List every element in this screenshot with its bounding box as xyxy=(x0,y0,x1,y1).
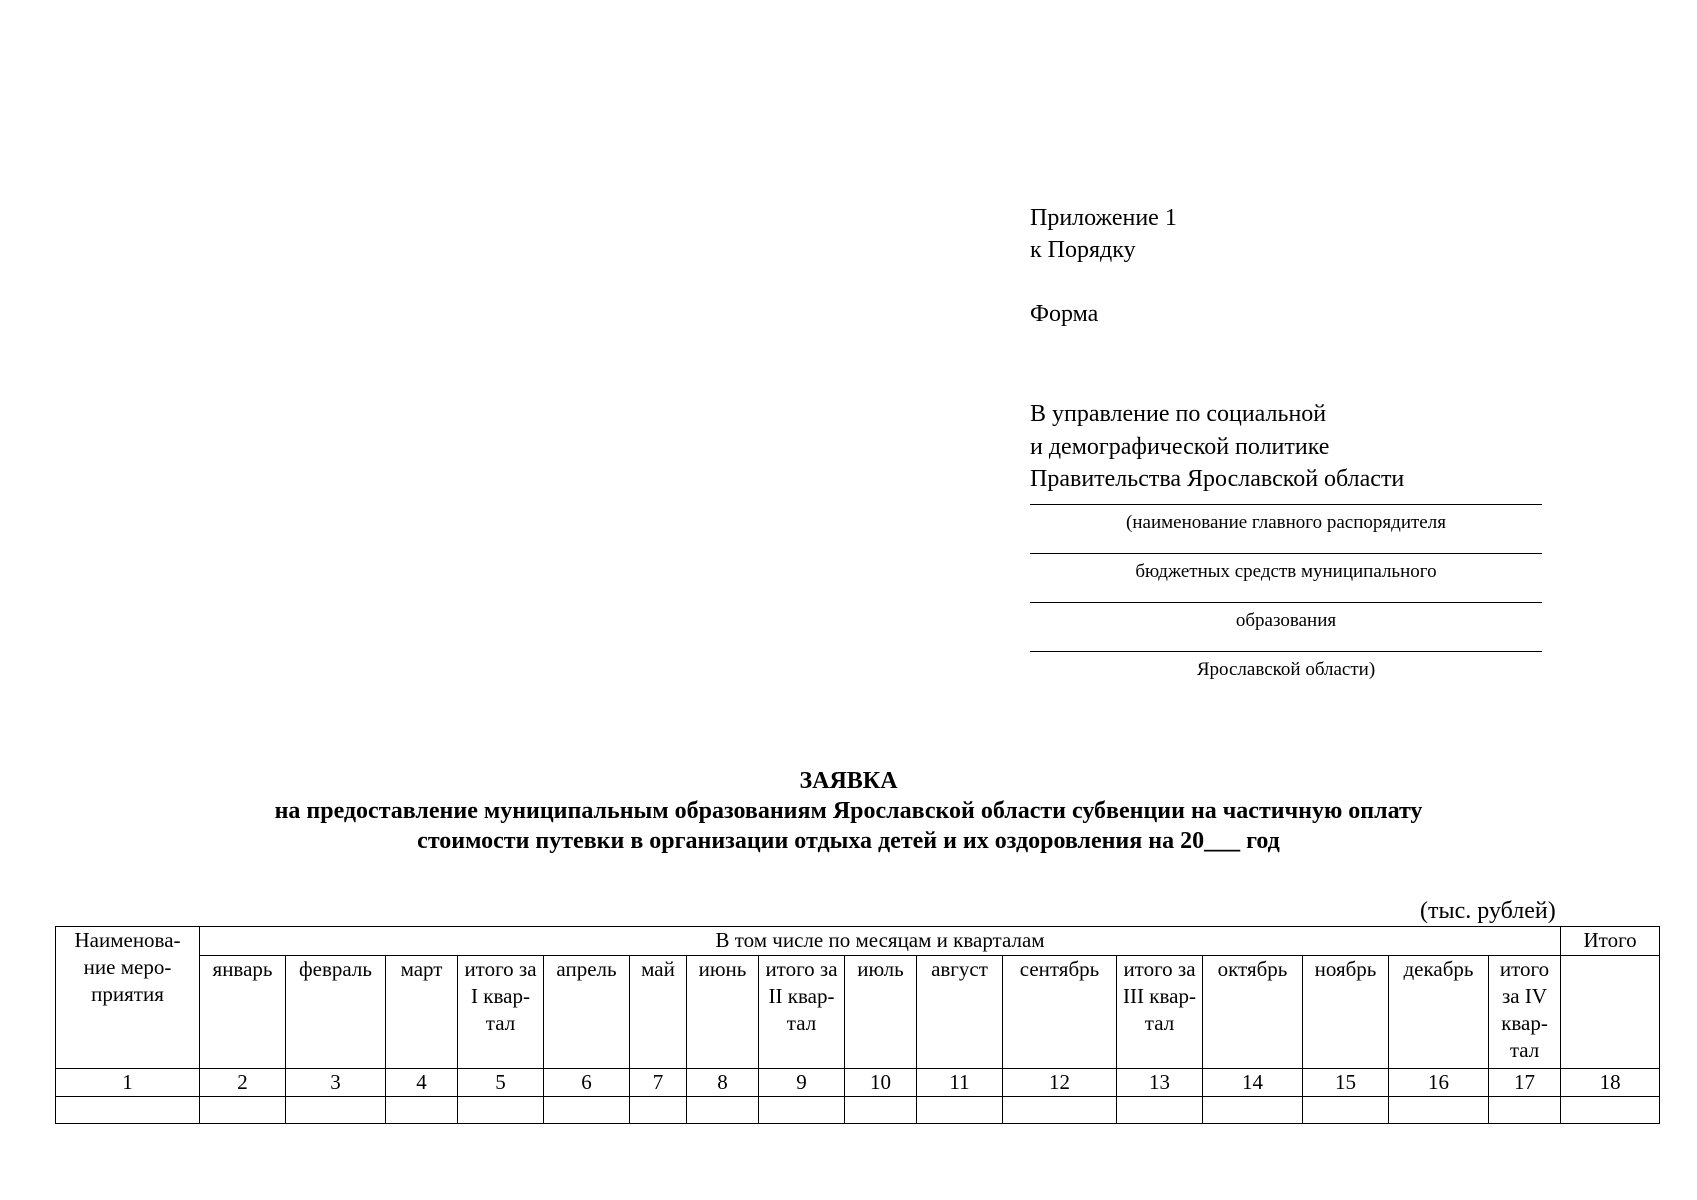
column-numbers-row xyxy=(56,1069,1660,1097)
column-number: 17 xyxy=(1489,1069,1561,1097)
empty-data-row xyxy=(56,1097,1660,1124)
empty-cell xyxy=(544,1097,630,1124)
quarter-total-header: итого за II квар- тал xyxy=(759,956,845,1069)
fill-line-caption: образования xyxy=(1030,602,1542,639)
months-group-header: В том числе по месяцам и кварталам xyxy=(200,927,1561,956)
empty-cell xyxy=(759,1097,845,1124)
form-label: Форма xyxy=(1030,301,1099,327)
column-number: 16 xyxy=(1389,1069,1489,1097)
fill-line-caption: Ярославской области) xyxy=(1030,651,1542,688)
units-label: (тыс. рублей) xyxy=(1420,898,1556,924)
column-number: 10 xyxy=(845,1069,917,1097)
quarter-total-header: итого за I квар- тал xyxy=(458,956,544,1069)
column-number: 9 xyxy=(759,1069,845,1097)
empty-cell xyxy=(1203,1097,1303,1124)
empty-cell xyxy=(1003,1097,1117,1124)
month-header: июль xyxy=(845,956,917,1069)
column-number: 15 xyxy=(1303,1069,1389,1097)
month-header: апрель xyxy=(544,956,630,1069)
empty-cell xyxy=(200,1097,286,1124)
title-line-1: на предоставление муниципальным образованиям Ярославской области субвенции на частичную оплату xyxy=(274,798,1423,824)
appendix-line-1: Приложение 1 xyxy=(1030,205,1177,231)
column-number: 8 xyxy=(687,1069,759,1097)
month-header: июнь xyxy=(687,956,759,1069)
document-title xyxy=(120,766,1577,856)
month-header: май xyxy=(630,956,687,1069)
column-number: 3 xyxy=(286,1069,386,1097)
application-table xyxy=(55,926,1660,1124)
recipient-line-2: и демографической политике xyxy=(1030,433,1330,460)
month-header: октябрь xyxy=(1203,956,1303,1069)
quarter-total-header: итого за III квар- тал xyxy=(1117,956,1203,1069)
title-heading: ЗАЯВКА xyxy=(799,768,898,794)
month-header: сентябрь xyxy=(1003,956,1117,1069)
fill-line-caption: бюджетных средств муниципального xyxy=(1030,553,1542,590)
empty-cell xyxy=(56,1097,200,1124)
month-header: февраль xyxy=(286,956,386,1069)
empty-cell xyxy=(687,1097,759,1124)
month-header: март xyxy=(386,956,458,1069)
empty-cell xyxy=(286,1097,386,1124)
column-number: 7 xyxy=(630,1069,687,1097)
col-name-header: Наименова- ние меро- приятия xyxy=(56,927,200,1069)
column-number: 12 xyxy=(1003,1069,1117,1097)
empty-cell xyxy=(458,1097,544,1124)
empty-cell xyxy=(386,1097,458,1124)
title-line-2: стоимости путевки в организации отдыха детей и их оздоровления на 20___ год xyxy=(417,828,1280,854)
spacer xyxy=(1030,266,1177,298)
column-number: 2 xyxy=(200,1069,286,1097)
column-number: 6 xyxy=(544,1069,630,1097)
column-number: 4 xyxy=(386,1069,458,1097)
empty-cell xyxy=(1561,1097,1660,1124)
month-header: январь xyxy=(200,956,286,1069)
fill-line-caption: (наименование главного распорядителя xyxy=(1030,504,1542,541)
empty-cell xyxy=(845,1097,917,1124)
recipient-line-1: В управление по социальной xyxy=(1030,401,1327,427)
empty-cell xyxy=(1389,1097,1489,1124)
column-number: 18 xyxy=(1561,1069,1660,1097)
column-number: 5 xyxy=(458,1069,544,1097)
column-number: 1 xyxy=(56,1069,200,1097)
column-number: 13 xyxy=(1117,1069,1203,1097)
total-header: Итого xyxy=(1561,927,1660,956)
column-number: 11 xyxy=(917,1069,1003,1097)
appendix-block xyxy=(1030,202,1177,330)
quarter-total-header: итого за IV квар- тал xyxy=(1489,956,1561,1069)
empty-cell xyxy=(1117,1097,1203,1124)
empty-cell xyxy=(917,1097,1003,1124)
column-number: 14 xyxy=(1203,1069,1303,1097)
month-header: декабрь xyxy=(1389,956,1489,1069)
empty-cell xyxy=(1303,1097,1389,1124)
total-empty-cell xyxy=(1561,956,1660,1069)
empty-cell xyxy=(1489,1097,1561,1124)
recipient-block xyxy=(1030,398,1542,688)
empty-cell xyxy=(630,1097,687,1124)
recipient-line-3: Правительства Ярославской области xyxy=(1030,466,1405,492)
appendix-line-2: к Порядку xyxy=(1030,237,1136,263)
month-header: ноябрь xyxy=(1303,956,1389,1069)
month-header: август xyxy=(917,956,1003,1069)
